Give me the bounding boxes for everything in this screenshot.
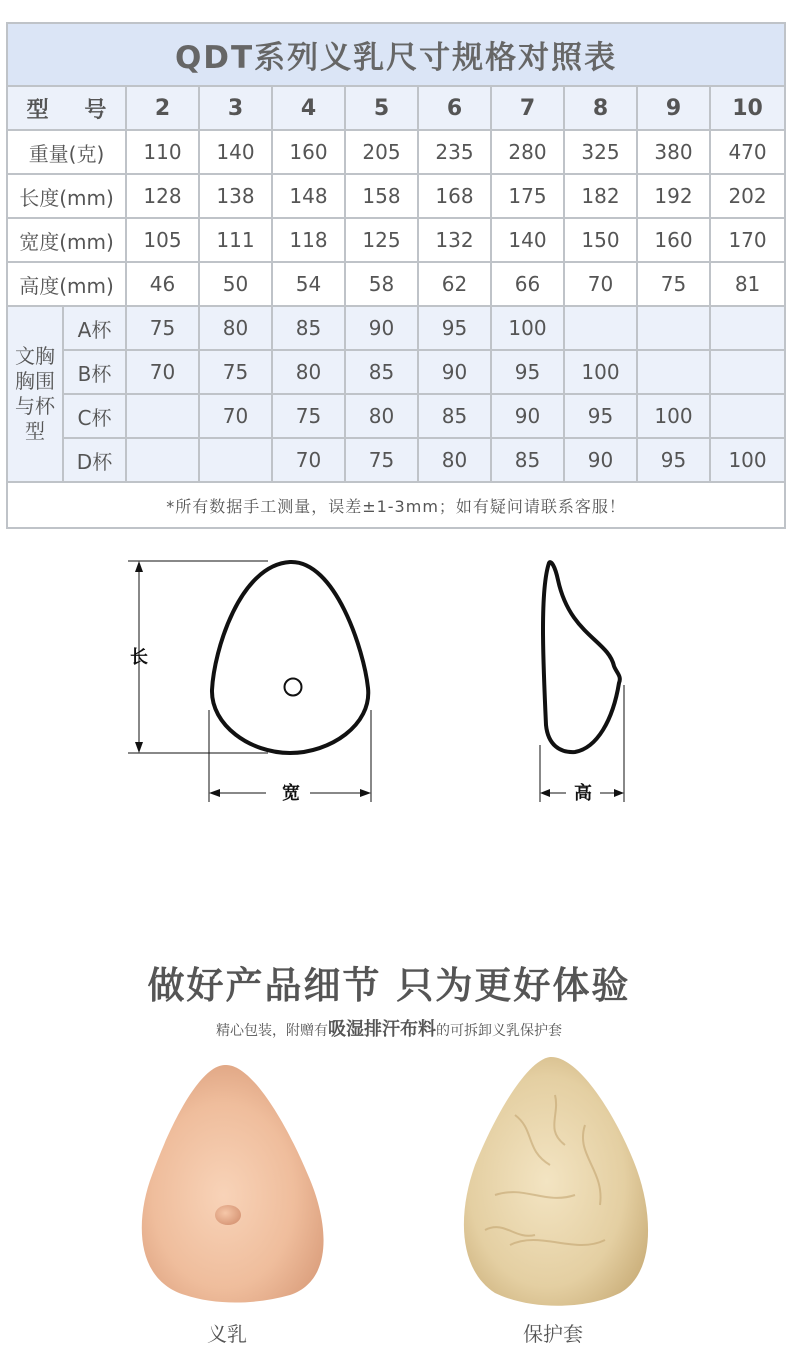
length-label: 长 — [130, 647, 148, 668]
table-cell: 70 — [272, 438, 345, 482]
table-cell — [710, 306, 785, 350]
table-cell: 110 — [126, 130, 199, 174]
height-row — [7, 262, 785, 306]
model-cell: 2 — [126, 86, 199, 130]
table-cell: 111 — [199, 218, 272, 262]
table-cell: 132 — [418, 218, 491, 262]
table-cell — [564, 306, 637, 350]
table-cell: 70 — [126, 350, 199, 394]
subline-suffix: 的可拆卸义乳保护套 — [436, 1023, 562, 1039]
breast-form-caption: 义乳 — [207, 1322, 247, 1346]
table-cell: 235 — [418, 130, 491, 174]
table-cell: 50 — [199, 262, 272, 306]
table-cell: 100 — [491, 306, 564, 350]
size-spec-table — [6, 22, 786, 529]
table-cell: 54 — [272, 262, 345, 306]
table-cell — [710, 350, 785, 394]
table-cell: 175 — [491, 174, 564, 218]
table-cell — [710, 394, 785, 438]
row-label: 宽度(mm) — [7, 218, 126, 262]
measurement-note: *所有数据手工测量，误差±1-3mm；如有疑问请联系客服！ — [7, 482, 785, 528]
table-cell: 75 — [272, 394, 345, 438]
table-cell: 75 — [637, 262, 710, 306]
table-cell: 81 — [710, 262, 785, 306]
row-label: 重量(克) — [7, 130, 126, 174]
table-cell: 118 — [272, 218, 345, 262]
model-cell: 10 — [710, 86, 785, 130]
length-arrow-down — [135, 742, 143, 753]
height-label: 高 — [574, 783, 592, 804]
model-cell: 9 — [637, 86, 710, 130]
table-cell: 95 — [491, 350, 564, 394]
promo-subline — [0, 1015, 778, 1041]
table-cell: 46 — [126, 262, 199, 306]
table-cell: 202 — [710, 174, 785, 218]
table-cell: 80 — [418, 438, 491, 482]
table-cell — [126, 394, 199, 438]
table-cell: 105 — [126, 218, 199, 262]
promo-headline: 做好产品细节 只为更好体验 — [147, 964, 631, 1007]
table-cell: 128 — [126, 174, 199, 218]
model-cell: 8 — [564, 86, 637, 130]
table-title: QDT系列义乳尺寸规格对照表 — [7, 23, 785, 86]
breast-form-image — [130, 1055, 330, 1315]
model-row — [7, 86, 785, 130]
table-cell: 380 — [637, 130, 710, 174]
cup-label: A杯 — [63, 306, 126, 350]
cup-label: C杯 — [63, 394, 126, 438]
table-cell: 85 — [345, 350, 418, 394]
table-cell: 85 — [491, 438, 564, 482]
table-cell — [199, 438, 272, 482]
width-arrow-right — [360, 789, 371, 797]
table-cell: 75 — [345, 438, 418, 482]
table-cell: 205 — [345, 130, 418, 174]
table-cell: 75 — [126, 306, 199, 350]
cup-row-b — [7, 350, 785, 394]
dimension-diagram — [0, 540, 790, 820]
table-cell: 95 — [418, 306, 491, 350]
model-label: 型 号 — [7, 86, 126, 130]
table-cell: 66 — [491, 262, 564, 306]
row-label: 长度(mm) — [7, 174, 126, 218]
table-cell: 168 — [418, 174, 491, 218]
cup-label: D杯 — [63, 438, 126, 482]
table-cell: 160 — [637, 218, 710, 262]
model-cell: 3 — [199, 86, 272, 130]
table-cell: 90 — [564, 438, 637, 482]
table-cell: 58 — [345, 262, 418, 306]
model-cell: 4 — [272, 86, 345, 130]
table-cell: 100 — [564, 350, 637, 394]
table-cell: 138 — [199, 174, 272, 218]
front-view-outline — [212, 562, 368, 753]
table-cell: 80 — [199, 306, 272, 350]
table-cell: 95 — [564, 394, 637, 438]
table-cell — [637, 350, 710, 394]
width-arrow-left — [209, 789, 220, 797]
table-cell: 80 — [345, 394, 418, 438]
nipple-marker — [285, 679, 302, 696]
table-cell: 182 — [564, 174, 637, 218]
row-label: 高度(mm) — [7, 262, 126, 306]
table-cell: 85 — [272, 306, 345, 350]
model-cell: 5 — [345, 86, 418, 130]
table-cell: 150 — [564, 218, 637, 262]
weight-row — [7, 130, 785, 174]
model-cell: 7 — [491, 86, 564, 130]
table-cell: 148 — [272, 174, 345, 218]
table-cell: 90 — [345, 306, 418, 350]
table-cell: 140 — [199, 130, 272, 174]
model-cell: 6 — [418, 86, 491, 130]
length-row — [7, 174, 785, 218]
table-cell: 160 — [272, 130, 345, 174]
cup-label: B杯 — [63, 350, 126, 394]
table-cell: 70 — [199, 394, 272, 438]
cover-caption: 保护套 — [523, 1322, 583, 1346]
table-cell: 62 — [418, 262, 491, 306]
table-cell: 70 — [564, 262, 637, 306]
table-cell: 80 — [272, 350, 345, 394]
width-label: 宽 — [282, 783, 300, 804]
length-arrow-up — [135, 561, 143, 572]
height-arrow-right — [614, 789, 624, 797]
table-cell: 90 — [418, 350, 491, 394]
cup-row-c — [7, 394, 785, 438]
width-row — [7, 218, 785, 262]
protective-cover-image — [455, 1055, 655, 1315]
table-cell: 158 — [345, 174, 418, 218]
height-arrow-left — [540, 789, 550, 797]
table-cell: 75 — [199, 350, 272, 394]
table-cell: 125 — [345, 218, 418, 262]
side-view-outline — [543, 562, 620, 752]
table-cell — [126, 438, 199, 482]
table-cell: 325 — [564, 130, 637, 174]
cup-row-a — [7, 306, 785, 350]
table-cell: 280 — [491, 130, 564, 174]
table-cell: 192 — [637, 174, 710, 218]
table-cell: 95 — [637, 438, 710, 482]
table-cell: 85 — [418, 394, 491, 438]
subline-prefix: 精心包装，附赠有 — [216, 1023, 328, 1039]
subline-emphasis: 吸湿排汗布料 — [328, 1019, 436, 1040]
cup-row-d — [7, 438, 785, 482]
table-cell: 140 — [491, 218, 564, 262]
table-cell: 170 — [710, 218, 785, 262]
table-cell: 100 — [710, 438, 785, 482]
table-cell — [637, 306, 710, 350]
table-cell: 100 — [637, 394, 710, 438]
cup-group-label: 文胸胸围与杯型 — [7, 306, 63, 482]
table-cell: 90 — [491, 394, 564, 438]
table-cell: 470 — [710, 130, 785, 174]
